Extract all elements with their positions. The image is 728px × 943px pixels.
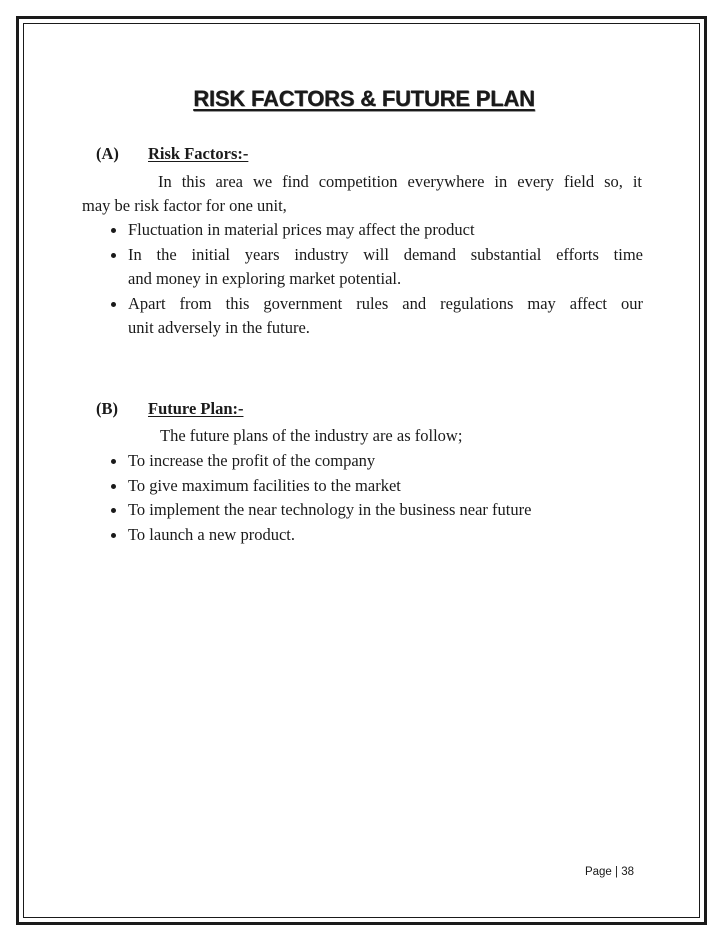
section-a-title: Risk Factors:-: [148, 144, 249, 163]
page-title: RISK FACTORS & FUTURE PLAN: [193, 86, 535, 111]
bullet-text-continued: and money in exploring market potential.: [128, 269, 402, 288]
bullet-text: To launch a new product.: [128, 524, 295, 544]
bullet-text: To implement the near technology in the business near future: [128, 500, 532, 519]
section-b-bullet-list: [106, 449, 643, 547]
section-b-intro: The future plans of the industry are as follow;: [160, 426, 463, 445]
section-a-intro-line1: In this area we find competition everywhere in every field so, it: [158, 172, 642, 191]
list-item: [106, 292, 643, 341]
bullet-icon: [111, 302, 116, 307]
section-b-heading: [96, 399, 243, 419]
section-b-number: (B): [96, 399, 118, 418]
bullet-icon: [111, 228, 116, 233]
list-item: [106, 218, 643, 243]
list-item: [106, 449, 643, 474]
bullet-icon: [111, 533, 116, 538]
bullet-text: To give maximum facilities to the market: [128, 475, 401, 495]
bullet-icon: [111, 484, 116, 489]
section-a-heading: [96, 144, 248, 164]
bullet-icon: [111, 508, 116, 513]
section-a-bullet-list: [106, 218, 643, 341]
section-a-number: (A): [96, 144, 119, 163]
bullet-text: Apart from this government rules and regulations may affect our: [128, 293, 643, 313]
bullet-text: In the initial years industry will demand substantial efforts time: [128, 244, 643, 264]
list-item: [106, 243, 643, 292]
section-b-title: Future Plan:-: [148, 399, 244, 418]
list-item: [106, 474, 643, 499]
bullet-text: To increase the profit of the company: [128, 451, 376, 470]
bullet-text: Fluctuation in material prices may affect the product: [128, 220, 475, 239]
list-item: [106, 523, 643, 548]
section-a-intro-line2: may be risk factor for one unit,: [82, 196, 287, 215]
bullet-icon: [111, 459, 116, 464]
bullet-icon: [111, 253, 116, 258]
bullet-text-continued: unit adversely in the future.: [128, 318, 310, 337]
list-item: [106, 498, 643, 523]
page-number: Page | 38: [584, 866, 634, 878]
